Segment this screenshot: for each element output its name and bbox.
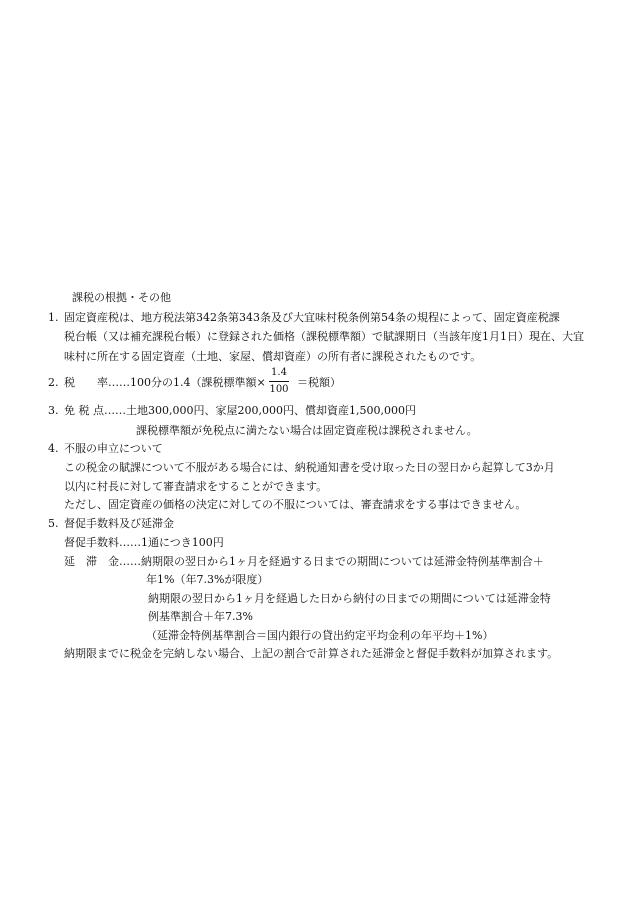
late-fee-line-4: 例基準割合＋年7.3% <box>148 610 253 623</box>
section-3-number: 3. <box>48 404 59 417</box>
reminder-fee: 督促手数料……1通につき100円 <box>64 536 224 549</box>
section-4-number: 4. <box>48 442 59 455</box>
section-heading: 課税の根拠・その他 <box>72 291 171 304</box>
closing-note: 納期限までに税金を完納しない場合、上記の割合で計算された延滞金と督促手数料が加算されます。 <box>64 647 559 660</box>
section-2-number: 2. <box>48 376 59 389</box>
section-1-number: 1. <box>48 311 59 324</box>
section-4-title: 不服の申立について <box>64 442 163 455</box>
section-5-number: 5. <box>48 517 59 530</box>
tax-rate-suffix: ＝税額） <box>297 376 341 389</box>
exemption-note: 課税標準額が免税点に満たない場合は固定資産税は課税されません。 <box>136 424 478 437</box>
fraction-bar <box>269 381 289 382</box>
section-1-line-2: 税台帳（又は補充課税台帳）に登録された価格（課税標準額）で賦課期日（当該年度1月1日）現在、大宜 <box>64 330 584 343</box>
tax-rate-text: 税 率……100分の1.4（課税標準額× <box>64 376 266 389</box>
fraction-denominator: 100 <box>269 384 289 395</box>
exemption-threshold: 免 税 点……土地300,000円、家屋200,000円、償却資産1,500,000円 <box>64 404 416 417</box>
late-fee-line-3: 納期限の翌日から1ヶ月を経過した日から納付の日までの期間については延滞金特 <box>148 592 551 605</box>
fraction-numerator: 1.4 <box>271 367 287 378</box>
section-4-line-3: ただし、固定資産の価格の決定に対しての不服については、審査請求をする事はできません。 <box>64 498 527 511</box>
section-4-line-1: この税金の賦課について不服がある場合には、納税通知書を受け取った日の翌日から起算して3か月 <box>64 461 555 474</box>
section-1-line-3: 味村に所在する固定資産（土地、家屋、償却資産）の所有者に課税されたものです。 <box>64 350 482 363</box>
section-5-title: 督促手数料及び延滞金 <box>64 517 174 530</box>
section-4-line-2: 以内に村長に対して審査請求をすることができます。 <box>64 480 328 493</box>
late-fee-line-1: 延 滞 金……納期限の翌日から1ヶ月を経過する日までの期間については延滞金特例基準割合＋ <box>64 555 544 568</box>
late-fee-definition: （延滞金特例基準割合＝国内銀行の貸出約定平均金利の年平均＋1%） <box>146 629 494 642</box>
late-fee-line-2: 年1%（年7.3%が限度） <box>146 573 269 586</box>
section-1-line-1: 固定資産税は、地方税法第342条第343条及び大宜味村税条例第54条の規程によって、固定資産税課 <box>64 311 560 324</box>
